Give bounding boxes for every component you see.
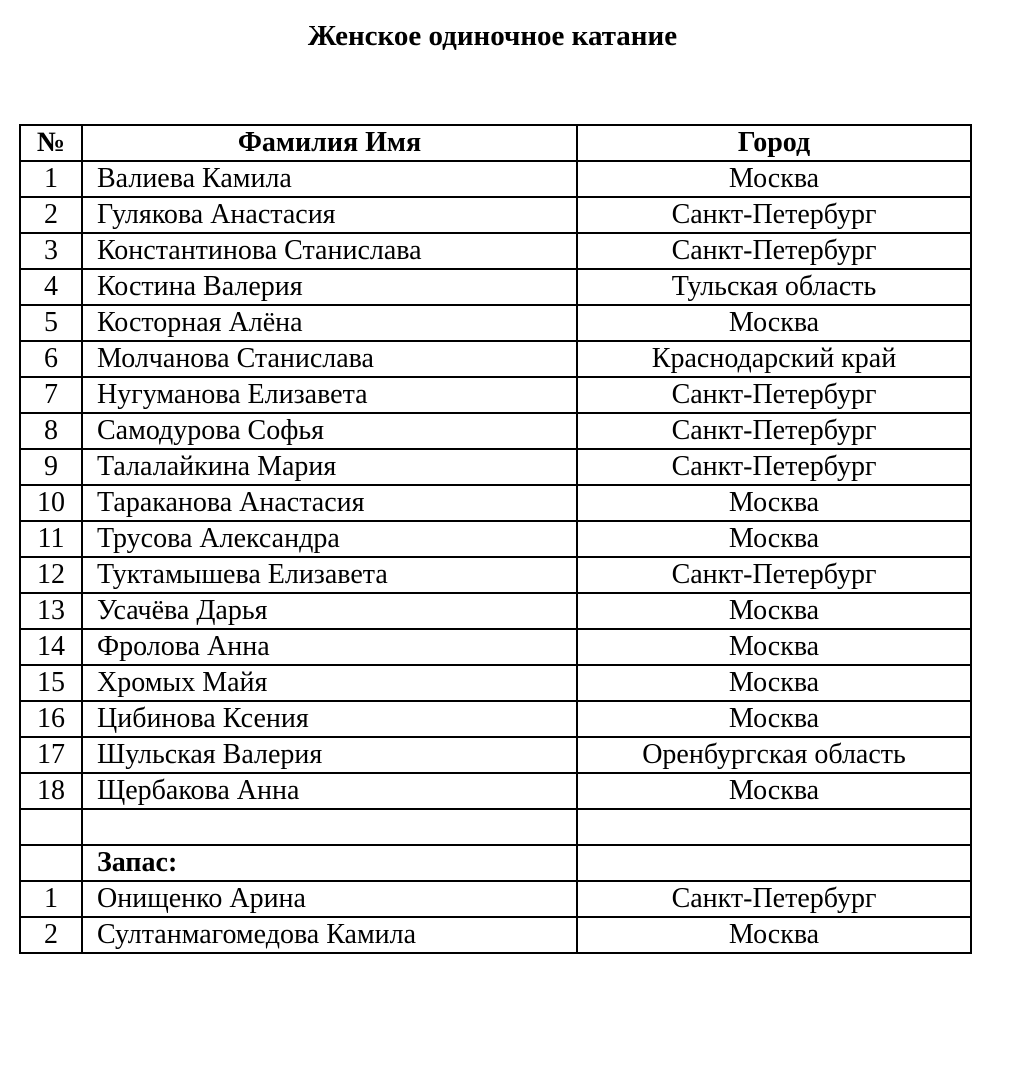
athlete-number: 6 <box>20 341 82 377</box>
athlete-city: Санкт-Петербург <box>577 449 971 485</box>
athlete-city: Санкт-Петербург <box>577 413 971 449</box>
table-row <box>20 197 971 233</box>
athlete-city: Краснодарский край <box>577 341 971 377</box>
page-title: Женское одиночное катание <box>307 20 678 52</box>
empty-row <box>20 809 971 845</box>
table-row <box>20 449 971 485</box>
athlete-city: Тульская область <box>577 269 971 305</box>
empty-cell <box>577 809 971 845</box>
athlete-name: Гулякова Анастасия <box>82 197 577 233</box>
column-header-name: Фамилия Имя <box>82 125 577 161</box>
athlete-name: Хромых Майя <box>82 665 577 701</box>
athlete-name: Усачёва Дарья <box>82 593 577 629</box>
athlete-city: Санкт-Петербург <box>577 233 971 269</box>
reserve-name: Онищенко Арина <box>82 881 577 917</box>
athlete-city: Москва <box>577 629 971 665</box>
athlete-name: Цибинова Ксения <box>82 701 577 737</box>
athlete-number: 2 <box>20 197 82 233</box>
athlete-number: 8 <box>20 413 82 449</box>
table-row <box>20 485 971 521</box>
empty-cell <box>82 809 577 845</box>
athlete-number: 14 <box>20 629 82 665</box>
table-row <box>20 737 971 773</box>
athlete-city: Москва <box>577 773 971 809</box>
athlete-number: 1 <box>20 161 82 197</box>
athlete-name: Фролова Анна <box>82 629 577 665</box>
athlete-number: 4 <box>20 269 82 305</box>
athlete-city: Москва <box>577 305 971 341</box>
athlete-city: Москва <box>577 593 971 629</box>
athlete-city: Москва <box>577 665 971 701</box>
empty-cell <box>20 845 82 881</box>
athlete-city: Санкт-Петербург <box>577 377 971 413</box>
reserve-city: Москва <box>577 917 971 953</box>
empty-cell <box>20 809 82 845</box>
table-row <box>20 161 971 197</box>
athlete-number: 3 <box>20 233 82 269</box>
reserve-header-row <box>20 845 971 881</box>
table-row <box>20 377 971 413</box>
athlete-name: Константинова Станислава <box>82 233 577 269</box>
athlete-number: 12 <box>20 557 82 593</box>
athlete-city: Москва <box>577 521 971 557</box>
athlete-number: 11 <box>20 521 82 557</box>
table-row <box>20 881 971 917</box>
athlete-number: 5 <box>20 305 82 341</box>
table-row <box>20 701 971 737</box>
athlete-number: 10 <box>20 485 82 521</box>
table-row <box>20 557 971 593</box>
athlete-city: Москва <box>577 161 971 197</box>
table-header-row <box>20 125 971 161</box>
athlete-name: Шульская Валерия <box>82 737 577 773</box>
athlete-name: Тараканова Анастасия <box>82 485 577 521</box>
table-row <box>20 917 971 953</box>
reserve-number: 2 <box>20 917 82 953</box>
column-header-number: № <box>20 125 82 161</box>
table-row <box>20 665 971 701</box>
athlete-city: Санкт-Петербург <box>577 197 971 233</box>
athlete-number: 13 <box>20 593 82 629</box>
athlete-number: 7 <box>20 377 82 413</box>
table-row <box>20 341 971 377</box>
reserve-label: Запас: <box>82 845 577 881</box>
athlete-city: Москва <box>577 485 971 521</box>
table-row <box>20 233 971 269</box>
athlete-name: Нугуманова Елизавета <box>82 377 577 413</box>
athlete-name: Талалайкина Мария <box>82 449 577 485</box>
athlete-name: Валиева Камила <box>82 161 577 197</box>
reserve-number: 1 <box>20 881 82 917</box>
athlete-city: Санкт-Петербург <box>577 557 971 593</box>
reserve-city: Санкт-Петербург <box>577 881 971 917</box>
table-row <box>20 593 971 629</box>
athlete-number: 16 <box>20 701 82 737</box>
athlete-number: 9 <box>20 449 82 485</box>
table-row <box>20 305 971 341</box>
table-row <box>20 521 971 557</box>
athletes-table <box>19 124 972 954</box>
athlete-name: Костина Валерия <box>82 269 577 305</box>
reserve-name: Султанмагомедова Камила <box>82 917 577 953</box>
table-row <box>20 629 971 665</box>
table-row <box>20 413 971 449</box>
column-header-city: Город <box>577 125 971 161</box>
athlete-name: Туктамышева Елизавета <box>82 557 577 593</box>
athlete-name: Самодурова Софья <box>82 413 577 449</box>
athlete-city: Москва <box>577 701 971 737</box>
athlete-number: 17 <box>20 737 82 773</box>
athlete-name: Косторная Алёна <box>82 305 577 341</box>
athlete-name: Щербакова Анна <box>82 773 577 809</box>
athlete-number: 15 <box>20 665 82 701</box>
athlete-name: Молчанова Станислава <box>82 341 577 377</box>
table-row <box>20 269 971 305</box>
athlete-number: 18 <box>20 773 82 809</box>
empty-cell <box>577 845 971 881</box>
athlete-city: Оренбургская область <box>577 737 971 773</box>
table-row <box>20 773 971 809</box>
athlete-name: Трусова Александра <box>82 521 577 557</box>
